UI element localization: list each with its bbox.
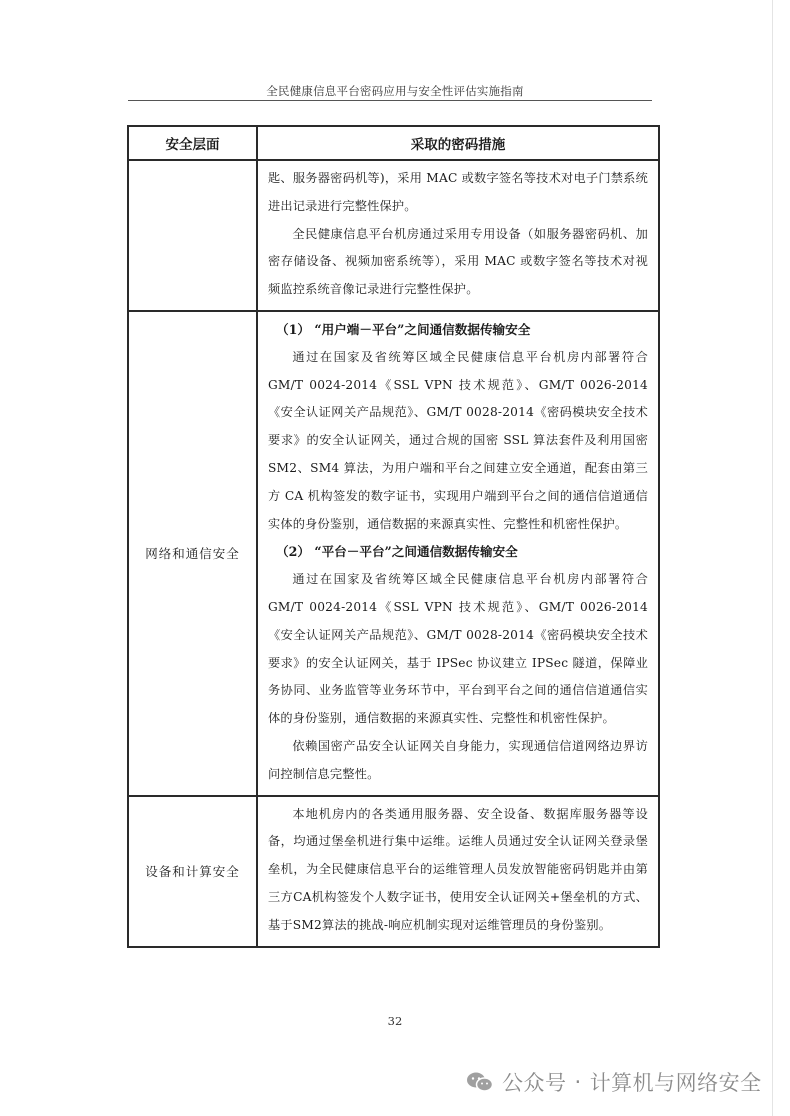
layer-cell xyxy=(128,160,257,311)
section-heading: （1） “用户端－平台”之间通信数据传输安全 xyxy=(276,321,531,337)
table-row xyxy=(128,311,659,796)
watermark-account-name: 计算机与网络安全 xyxy=(589,1071,762,1095)
watermark xyxy=(466,1066,762,1098)
wechat-icon xyxy=(466,1071,494,1093)
measures-cell xyxy=(257,160,659,311)
page-number: 32 xyxy=(387,1014,403,1028)
paragraph: 匙、服务器密码机等)，采用 MAC 或数字签名等技术对电子门禁系统进出记录进行完整性保护。 xyxy=(268,171,648,213)
header-rule xyxy=(128,100,652,101)
table-header-row xyxy=(128,126,659,160)
measures-cell xyxy=(257,796,659,947)
watermark-separator: · xyxy=(574,1070,582,1094)
page-edge-line xyxy=(772,0,773,1116)
paragraph: 通过在国家及省统筹区域全民健康信息平台机房内部署符合 GM/T 0024-2014《SSL VPN 技术规范》、GM/T 0026-2014《安全认证网关产品规范》、GM/T 0028-2014《密码模块安全技术要求》的安全认证网关，基于 IPSec 协议建立 IPSec 隧道，保障业务协同、业务监管等业务环节中，平台到平台之间的通信信道通信实体的身份鉴别，通信数据的来源真实性、完整性和机密性保护。 xyxy=(268,572,648,726)
measures-cell xyxy=(257,311,659,796)
section-heading: （2） “平台－平台”之间通信数据传输安全 xyxy=(276,544,518,560)
table-row xyxy=(128,160,659,311)
watermark-label: 公众号 xyxy=(502,1071,567,1095)
column-header-measures: 采取的密码措施 xyxy=(257,126,659,160)
layer-cell-device: 设备和计算安全 xyxy=(128,796,257,947)
layer-cell-network: 网络和通信安全 xyxy=(128,311,257,796)
running-header: 全民健康信息平台密码应用与安全性评估实施指南 xyxy=(266,84,524,98)
column-header-layer: 安全层面 xyxy=(128,126,257,160)
paragraph: 全民健康信息平台机房通过采用专用设备（如服务器密码机、加密存储设备、视频加密系统等），采用 MAC 或数字签名等技术对视频监控系统音像记录进行完整性保护。 xyxy=(268,226,648,297)
paragraph: 本地机房内的各类通用服务器、安全设备、数据库服务器等设备，均通过堡垒机进行集中运维。运维人员通过安全认证网关登录堡垒机，为全民健康信息平台的运维管理人员发放智能密码钥匙并由第三方CA机构签发个人数字证书，使用安全认证网关+堡垒机的方式、基于SM2算法的挑战-响应机制实现对运维管理员的身份鉴别。 xyxy=(268,806,648,932)
table-row xyxy=(128,796,659,947)
paragraph: 依赖国密产品安全认证网关自身能力，实现通信信道网络边界访问控制信息完整性。 xyxy=(268,738,648,781)
paragraph: 通过在国家及省统筹区域全民健康信息平台机房内部署符合 GM/T 0024-2014《SSL VPN 技术规范》、GM/T 0026-2014《安全认证网关产品规范》、GM/T 0028-2014《密码模块安全技术要求》的安全认证网关，通过合规的国密 SSL 算法套件及利用国密 SM2、SM4 算法，为用户端和平台之间建立安全通道，配套由第三方 CA 机构签发的数字证书，实现用户端到平台之间的通信信道通信实体的身份鉴别，通信数据的来源真实性、完整性和机密性保护。 xyxy=(268,349,648,531)
crypto-measures-table xyxy=(127,125,660,948)
